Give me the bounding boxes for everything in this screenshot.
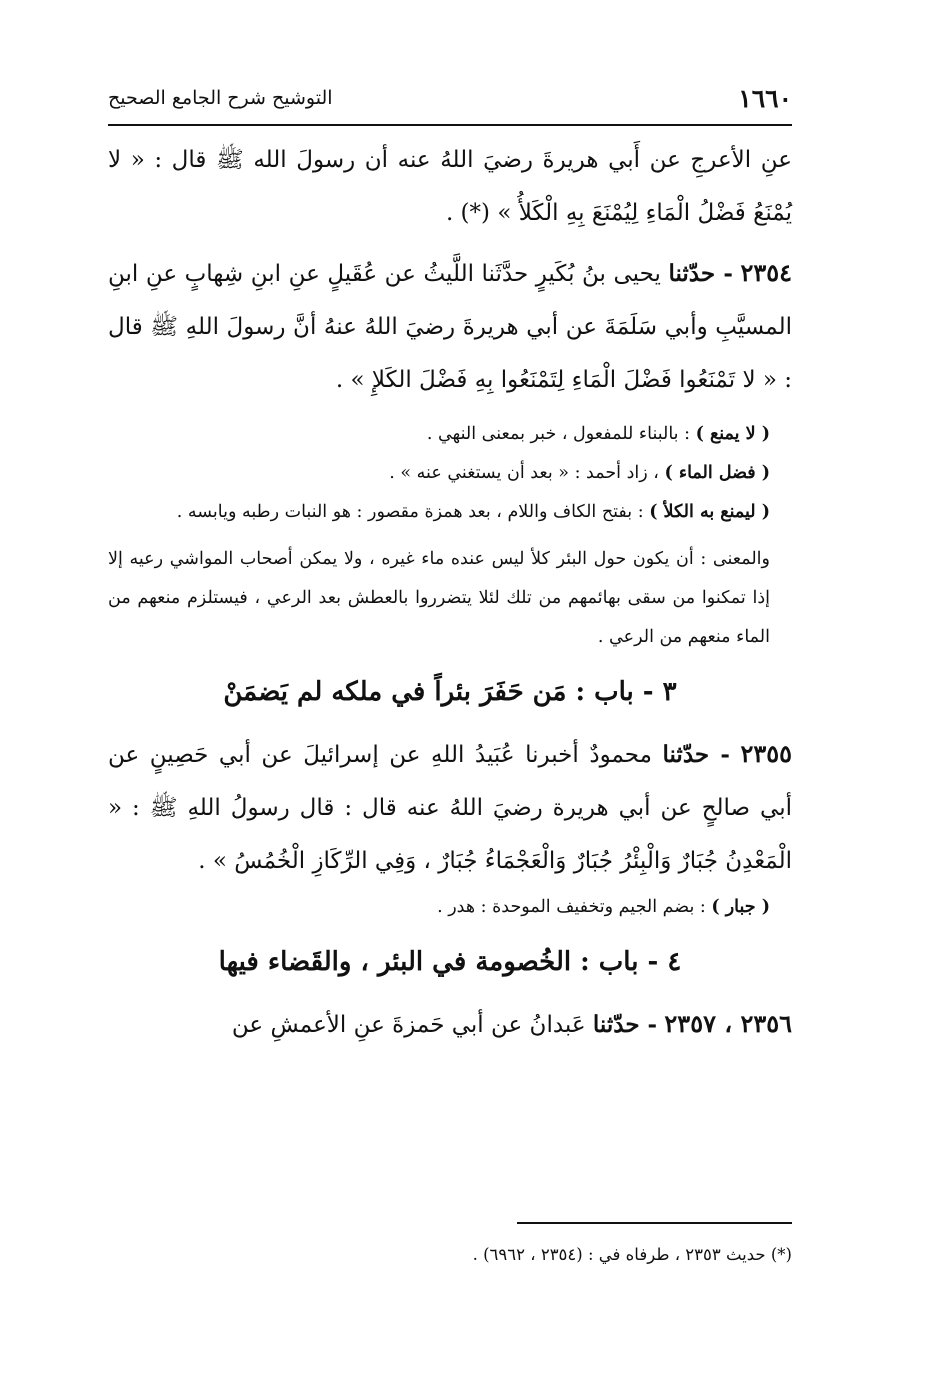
footnote: (*) حديث ٢٣٥٣ ، طرفاه في : (٢٣٥٤ ، ٦٩٦٢) .	[472, 1245, 792, 1264]
hadith-lead: حدّثنا	[662, 741, 710, 768]
note-term: ( فضل الماء )	[664, 463, 770, 483]
chapter-heading-4: ٤ - باب : الخُصومة في البئر ، والقَضاء فيها	[218, 947, 682, 977]
main-text	[108, 134, 792, 1052]
page-number: ١٦٦٠	[738, 83, 792, 113]
hadith-text: محمودٌ أخبرنا عُبَيدُ اللهِ عن إسرائيلَ عن أبي حَصِينٍ عن أبي صالحٍ عن أبي هريرة رضيَ اللهُ عنه قال : قال رسولُ اللهِ ﷺ : « الْمَعْدِنُ جُبَارٌ وَالْبِئْرُ جُبَارٌ وَالْعَجْمَاءُ جُبَارٌ ، وَفِي الرِّكَازِ الْخُمُسُ » .	[108, 742, 792, 874]
commentary-note	[108, 493, 792, 532]
hadith-lead: حدّثنا	[592, 1011, 640, 1038]
header-rule	[108, 124, 792, 126]
commentary-note	[108, 415, 792, 454]
note-text: : بضم الجيم وتخفيف الموحدة : هدر .	[437, 897, 706, 917]
running-title: التوشيح شرح الجامع الصحيح	[108, 87, 333, 109]
note-text: : بفتح الكاف واللام ، بعد همزة مقصور : هو النبات رطبه ويابسه .	[176, 502, 644, 522]
commentary-note	[108, 888, 792, 927]
note-text: ، زاد أحمد : « بعد أن يستغني عنه » .	[389, 463, 659, 483]
hadith-continuation: عنِ الأعرجِ عن أَبي هريرةَ رضيَ اللهُ عنه أن رسولَ الله ﷺ قال : « لا يُمْنَعُ فَضْلُ الْمَاءِ لِيُمْنَعَ بِهِ الْكَلأُ » (*) .	[108, 147, 792, 226]
hadith-number: ٢٣٥٥	[740, 739, 793, 768]
footnote-rule	[517, 1222, 792, 1224]
note-term: ( لا يمنع )	[695, 424, 770, 444]
note-term: ( ليمنع به الكلأ )	[649, 502, 770, 522]
commentary-note: والمعنى : أن يكون حول البئر كلأ ليس عنده ماء غيره ، ولا يمكن أصحاب المواشي رعيه إلا إذا تمكنوا من سقى بهائمهم من تلك لئلا يتضرروا بالعطش بعد الرعي ، فيستلزم منعهم من الماء منعهم من الرعي .	[108, 549, 770, 647]
hadith-number: ٢٣٥٦ ، ٢٣٥٧	[664, 1009, 792, 1038]
hadith-2355: ٢٣٥٥ - حدّثنا محمودٌ أخبرنا عُبَيدُ اللهِ عن إسرائيلَ عن أبي حَصِينٍ عن أبي صالحٍ عن أبي هريرة رضيَ اللهُ عنه قال : قال رسولُ اللهِ ﷺ : « الْمَعْدِنُ جُبَارٌ وَالْبِئْرُ جُبَارٌ وَالْعَجْمَاءُ جُبَارٌ ، وَفِي الرِّكَازِ الْخُمُسُ » .	[108, 739, 793, 874]
hadith-lead: حدّثنا	[668, 260, 716, 287]
commentary-note	[108, 454, 792, 493]
hadith-number: ٢٣٥٤	[740, 258, 793, 287]
note-term: ( جبار )	[711, 897, 770, 917]
hadith-2356-2357: ٢٣٥٦ ، ٢٣٥٧ - حدّثنا عَبدانُ عن أبي حَمزةَ عنِ الأعمشِ عن	[231, 1009, 792, 1038]
hadith-2354: ٢٣٥٤ - حدّثنا يحيى بنُ بُكَيرٍ حدَّثَنا اللَّيثُ عن عُقَيلٍ عنِ ابنِ شِهابٍ عنِ ابنِ المسيَّبِ وأبي سَلَمَةَ عن أبي هريرةَ رضيَ اللهُ عنهُ أنَّ رسولَ اللهِ ﷺ قال : « لا تَمْنَعُوا فَضْلَ الْمَاءِ لِتَمْنَعُوا بِهِ فَضْلَ الكَلإِ » .	[108, 258, 793, 393]
page-header	[108, 80, 792, 116]
chapter-heading-3: ٣ - باب : مَن حَفَرَ بئراً في ملكه لم يَضمَنْ	[223, 677, 677, 707]
hadith-text: يحيى بنُ بُكَيرٍ حدَّثَنا اللَّيثُ عن عُقَيلٍ عنِ ابنِ شِهابٍ عنِ ابنِ المسيَّبِ وأبي سَلَمَةَ عن أبي هريرةَ رضيَ اللهُ عنهُ أنَّ رسولَ اللهِ ﷺ قال : « لا تَمْنَعُوا فَضْلَ الْمَاءِ لِتَمْنَعُوا بِهِ فَضْلَ الكَلإِ » .	[108, 261, 792, 393]
note-text: : بالبناء للمفعول ، خبر بمعنى النهي .	[426, 424, 691, 444]
hadith-text: عَبدانُ عن أبي حَمزةَ عنِ الأعمشِ عن	[231, 1012, 586, 1038]
